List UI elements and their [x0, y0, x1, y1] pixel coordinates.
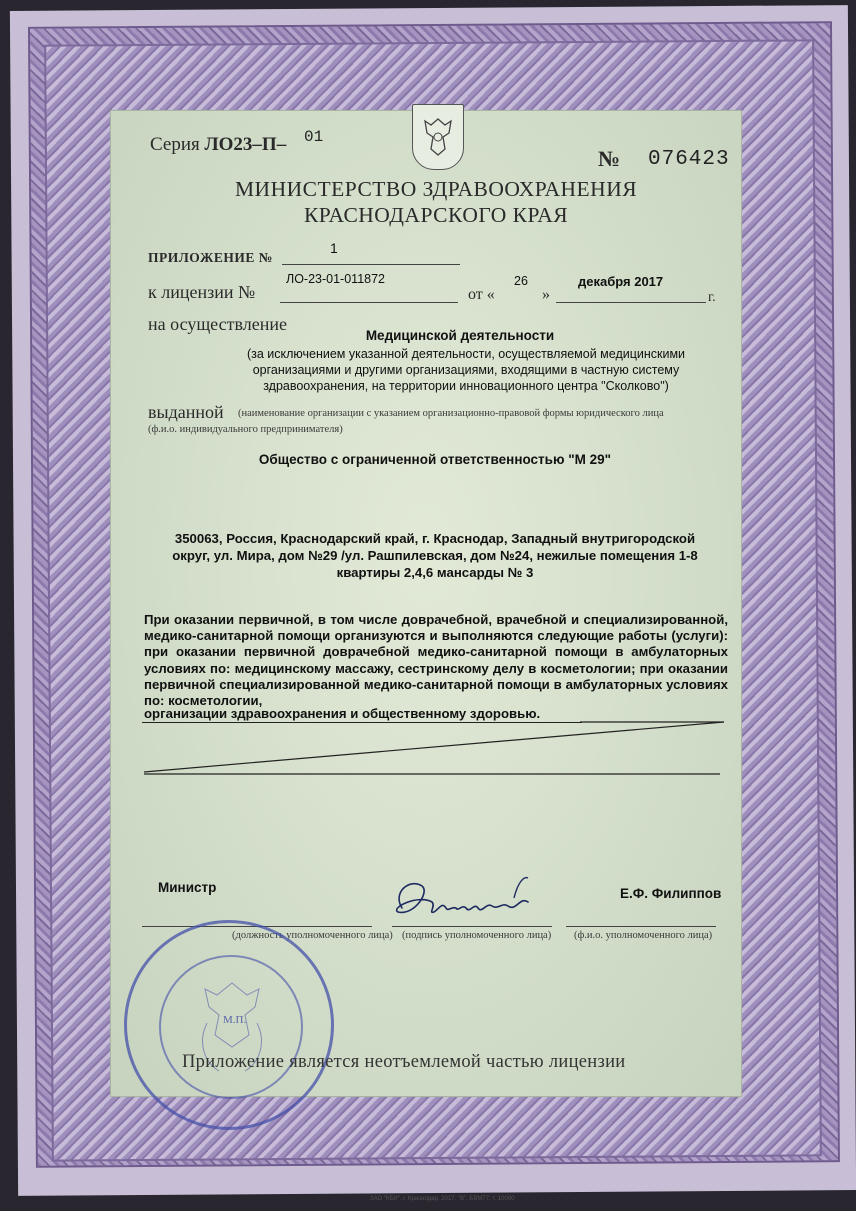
appendix-number: 1: [330, 240, 338, 256]
date-underline: [556, 302, 706, 303]
address-line-2: округ, ул. Мира, дом №29 /ул. Рашпилевская, дом №24, нежилые помещения 1-8: [172, 548, 698, 563]
seal-graphics: [127, 923, 337, 1133]
date-day: 26: [514, 274, 528, 288]
handwritten-signature: [388, 872, 538, 928]
series-number: 01: [304, 128, 324, 146]
services-text: При оказании первичной, в том числе доврачебной, врачебной и специализированной, медико-санитарной помощи организуются и выполняются следующие работы (услуги): при оказании первичной доврачебной медико-санитарной помощи в амбулаторных условиях по: медицинскому массажу, сестринскому делу в косметологии; при оказании первичной специализированной медико-санитарной помощи в амбулаторных условиях по: косметологии,: [144, 612, 728, 709]
series-label: Серия: [150, 134, 200, 155]
services-last-line: организации здравоохранения и общественному здоровью.: [144, 706, 541, 721]
official-seal: [124, 920, 334, 1130]
activity-title: Медицинской деятельности: [365, 328, 555, 343]
activity-note: (за исключением указанной деятельности, осуществляемой медицинскими организациями и другими организациями, входящими в частную систему здравоохранения, на территории инновационного центра "Сколково"): [246, 347, 686, 393]
sign-hint: (подпись уполномоченного лица): [402, 930, 552, 941]
issued-hint-1: (наименование организации с указанием организационно-правовой формы юридического лица: [238, 408, 664, 419]
footer-text: Приложение является неотъемлемой частью лицензии: [182, 1052, 626, 1072]
ministry-title: [150, 176, 722, 228]
signatory-name: Е.Ф. Филиппов: [620, 886, 722, 901]
license-number-underline: [280, 302, 458, 303]
date-day-close: »: [542, 286, 550, 303]
signatory-position: Министр: [158, 880, 217, 895]
appendix-label: ПРИЛОЖЕНИЕ №: [148, 250, 273, 265]
year-suffix: г.: [708, 290, 716, 305]
date-month-year: декабря 2017: [578, 274, 664, 289]
name-underline: [566, 926, 716, 927]
printer-imprint: ЗАО "КБИ", г. Краснодар, 2017, "В", БВМ77, т. 10000: [370, 1196, 515, 1202]
license-number: ЛО-23-01-011872: [286, 272, 386, 286]
activity-label: на осуществление: [148, 314, 287, 334]
date-from-label: от «: [468, 286, 495, 303]
address-line-1: 350063, Россия, Краснодарский край, г. Краснодар, Западный внутригородской: [174, 531, 696, 546]
organization-name: Общество с ограниченной ответственностью "М 29": [258, 452, 612, 467]
series-line: [150, 134, 286, 156]
blank-space-strike-line: [140, 716, 730, 778]
form-number: 076423: [648, 148, 730, 171]
issued-label: выданной: [148, 402, 224, 422]
address-line-3: квартиры 2,4,6 мансарды № 3: [336, 565, 534, 580]
ministry-line-2: КРАСНОДАРСКОГО КРАЯ: [303, 203, 569, 227]
position-hint: (должность уполномоченного лица): [232, 930, 393, 941]
license-label: к лицензии №: [148, 282, 256, 302]
number-sign: №: [598, 146, 621, 171]
coat-of-arms-icon: [412, 104, 464, 170]
address-block: [140, 530, 730, 581]
issued-hint-2: (ф.и.о. индивидуального предпринимателя): [148, 424, 343, 435]
ministry-line-1: МИНИСТЕРСТВО ЗДРАВООХРАНЕНИЯ: [234, 177, 638, 201]
seal-mp: М.П.: [223, 1014, 247, 1026]
appendix-underline: [282, 264, 460, 265]
name-hint: (ф.и.о. уполномоченного лица): [574, 930, 713, 941]
series-code: ЛО23–П–: [204, 134, 287, 155]
